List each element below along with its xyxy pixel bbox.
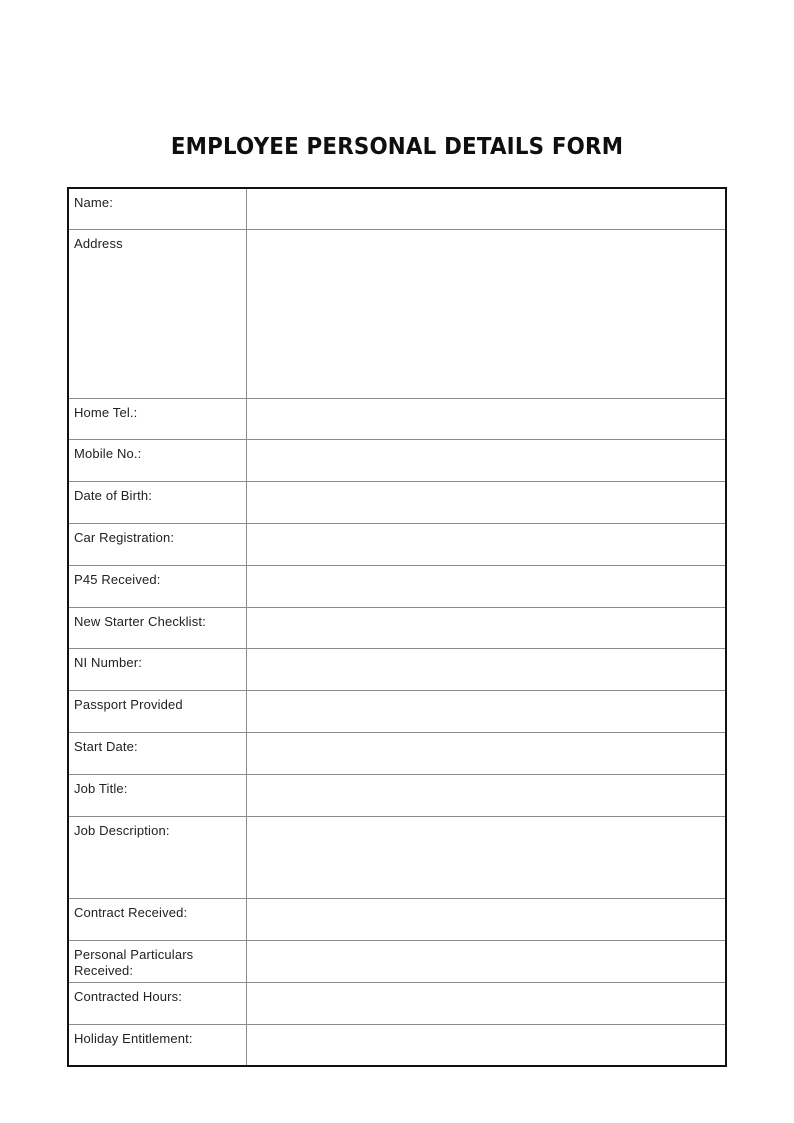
personal-particulars-field[interactable]: [247, 940, 727, 982]
job-title-label: Job Title:: [68, 774, 247, 816]
address-field[interactable]: [247, 230, 727, 398]
row-job-description: [68, 816, 726, 899]
car-registration-field[interactable]: [247, 523, 727, 565]
row-personal-particulars: [68, 940, 726, 982]
row-p45: [68, 565, 726, 607]
holiday-entitlement-label: Holiday Entitlement:: [68, 1024, 247, 1066]
start-date-label: Start Date:: [68, 732, 247, 774]
job-description-field[interactable]: [247, 816, 727, 899]
row-car-registration: [68, 523, 726, 565]
start-date-field[interactable]: [247, 732, 727, 774]
address-label: Address: [68, 230, 247, 398]
row-home-tel: [68, 398, 726, 440]
row-date-of-birth: [68, 482, 726, 524]
car-registration-label: Car Registration:: [68, 523, 247, 565]
contract-received-label: Contract Received:: [68, 899, 247, 941]
row-new-starter-checklist: [68, 607, 726, 649]
personal-particulars-label: Personal Particulars Received:: [68, 940, 247, 982]
p45-field[interactable]: [247, 565, 727, 607]
mobile-field[interactable]: [247, 440, 727, 482]
row-name: [68, 188, 726, 230]
holiday-entitlement-field[interactable]: [247, 1024, 727, 1066]
row-passport: [68, 691, 726, 733]
home-tel-field[interactable]: [247, 398, 727, 440]
date-of-birth-label: Date of Birth:: [68, 482, 247, 524]
date-of-birth-field[interactable]: [247, 482, 727, 524]
row-contract-received: [68, 899, 726, 941]
row-job-title: [68, 774, 726, 816]
row-address: [68, 230, 726, 398]
home-tel-label: Home Tel.:: [68, 398, 247, 440]
row-holiday-entitlement: [68, 1024, 726, 1066]
row-contracted-hours: [68, 982, 726, 1024]
row-start-date: [68, 732, 726, 774]
row-mobile: [68, 440, 726, 482]
ni-number-field[interactable]: [247, 649, 727, 691]
new-starter-checklist-label: New Starter Checklist:: [68, 607, 247, 649]
row-ni-number: [68, 649, 726, 691]
p45-label: P45 Received:: [68, 565, 247, 607]
contracted-hours-field[interactable]: [247, 982, 727, 1024]
contracted-hours-label: Contracted Hours:: [68, 982, 247, 1024]
contract-received-field[interactable]: [247, 899, 727, 941]
name-label: Name:: [68, 188, 247, 230]
passport-field[interactable]: [247, 691, 727, 733]
ni-number-label: NI Number:: [68, 649, 247, 691]
job-description-label: Job Description:: [68, 816, 247, 899]
details-table: [67, 187, 727, 1067]
passport-label: Passport Provided: [68, 691, 247, 733]
mobile-label: Mobile No.:: [68, 440, 247, 482]
form-title: EMPLOYEE PERSONAL DETAILS FORM: [170, 134, 624, 160]
name-field[interactable]: [247, 188, 727, 230]
new-starter-checklist-field[interactable]: [247, 607, 727, 649]
job-title-field[interactable]: [247, 774, 727, 816]
